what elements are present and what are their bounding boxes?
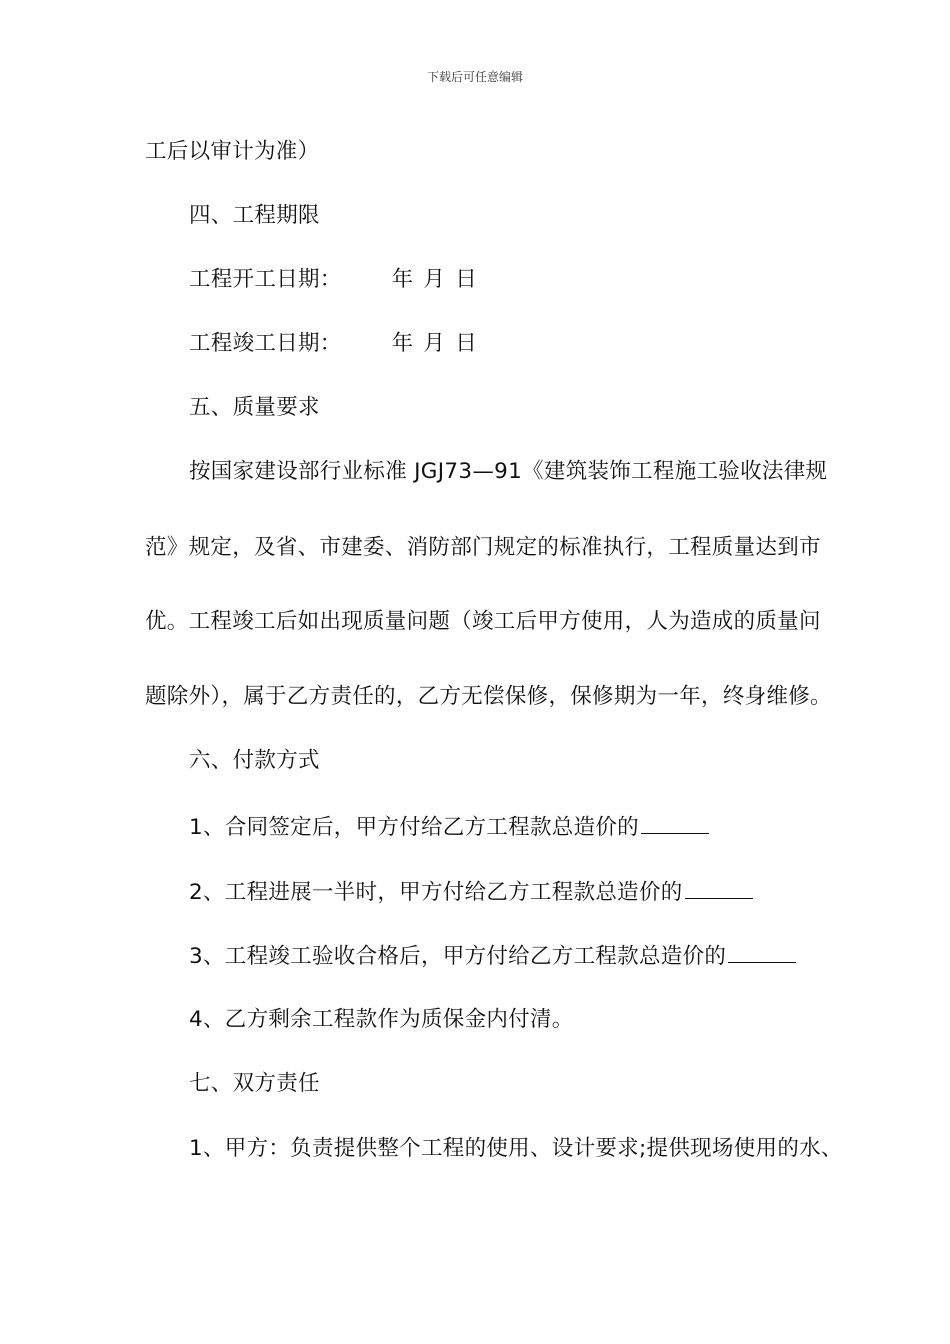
section-heading-period: 四、工程期限: [189, 203, 320, 228]
start-date-year: 年: [391, 267, 414, 292]
paragraph-line: 优。工程竣工后如出现质量问题（竣工后甲方使用，人为造成的质量问: [145, 609, 821, 634]
payment-item-3: [189, 940, 796, 972]
payment-item-1: [189, 811, 709, 843]
completion-date-label: 工程竣工日期：: [189, 331, 342, 356]
paragraph-line: 题除外），属于乙方责任的，乙方无偿保修，保修期为一年，终身维修。: [145, 684, 832, 709]
paragraph-line: 范》规定，及省、市建委、消防部门规定的标准执行，工程质量达到市: [145, 535, 821, 560]
paragraph-line: 按国家建设部行业标准 JGJ73—91《建筑装饰工程施工验收法律规: [189, 459, 828, 484]
start-date-line: [189, 265, 477, 295]
section-heading-responsibilities: 七、双方责任: [189, 1071, 320, 1096]
section-heading-quality: 五、质量要求: [189, 395, 320, 420]
payment-item-4: 4、乙方剩余工程款作为质保金内付清。: [189, 1007, 574, 1032]
completion-date-line: [189, 329, 477, 359]
page-header: 下载后可任意编辑: [426, 70, 523, 84]
section-heading-payment: 六、付款方式: [189, 748, 320, 773]
start-date-label: 工程开工日期：: [189, 267, 342, 292]
payment-item-text: 3、工程竣工验收合格后，甲方付给乙方工程款总造价的: [189, 944, 727, 969]
start-date-month: 月: [423, 267, 446, 292]
completion-date-year: 年: [391, 331, 414, 356]
fill-in-blank: [728, 940, 796, 963]
completion-date-day: 日: [455, 331, 478, 356]
start-date-day: 日: [455, 267, 478, 292]
payment-item-text: 1、合同签定后，甲方付给乙方工程款总造价的: [189, 815, 639, 840]
paragraph-line: 1、甲方：负责提供整个工程的使用、设计要求;提供现场使用的水、: [189, 1136, 843, 1161]
fill-in-blank: [685, 876, 753, 899]
fill-in-blank: [641, 811, 709, 834]
payment-item-2: [189, 876, 753, 908]
payment-item-text: 2、工程进展一半时，甲方付给乙方工程款总造价的: [189, 880, 683, 905]
paragraph-line: 工后以审计为准）: [145, 139, 320, 164]
completion-date-month: 月: [423, 331, 446, 356]
